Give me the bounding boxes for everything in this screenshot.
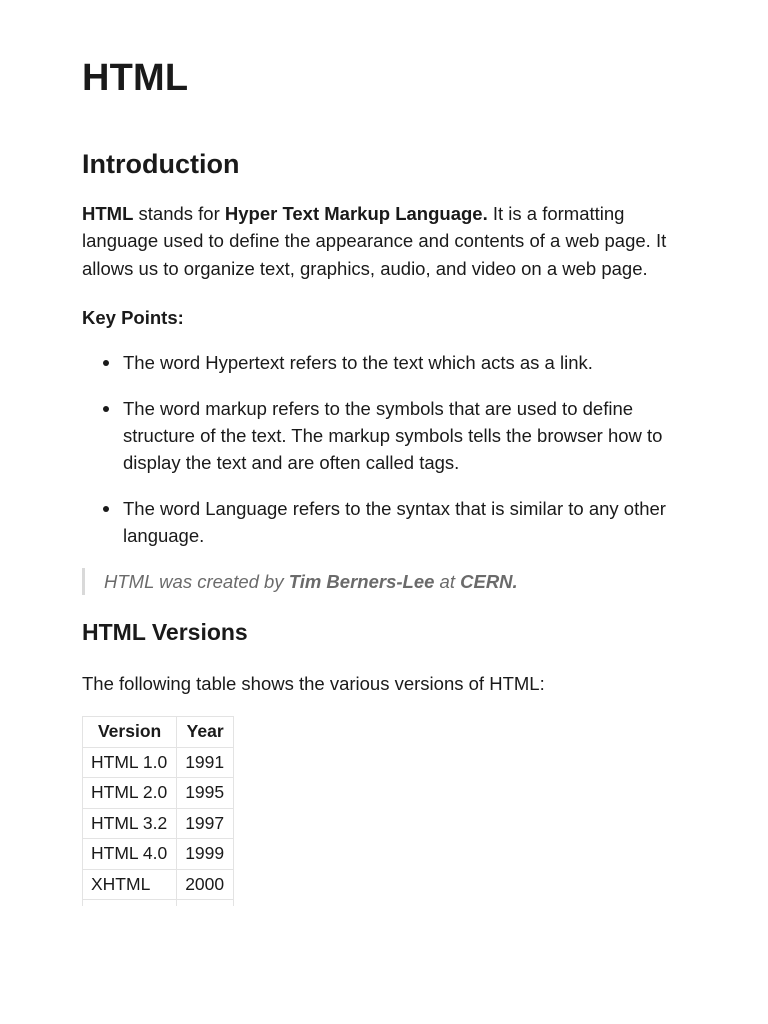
quote-bold-person: Tim Berners-Lee: [288, 571, 435, 593]
cell-version: HTML 1.0: [83, 747, 177, 778]
introduction-paragraph: [82, 200, 684, 282]
list-item: [123, 395, 684, 477]
intro-bold-html: HTML: [82, 203, 134, 224]
column-header-year: Year: [177, 717, 234, 748]
intro-bold-full-name: Hyper Text Markup Language.: [224, 203, 488, 224]
cell-version: HTML 4.0: [83, 839, 177, 870]
cell-year: 2000: [177, 869, 234, 900]
bullet-icon: [103, 360, 109, 366]
cell-year: 1995: [177, 778, 234, 809]
quote-text-1: HTML was created by: [104, 571, 289, 593]
table-row: [83, 808, 234, 839]
introduction-heading: Introduction: [82, 149, 240, 179]
cell-year: 1999: [177, 839, 234, 870]
list-item: [123, 349, 684, 376]
cell-year: 1991: [177, 747, 234, 778]
cell-empty: [177, 900, 234, 907]
column-header-version: Version: [83, 717, 177, 748]
bullet-icon: [103, 406, 109, 412]
table-row-cut-off: [83, 900, 234, 907]
list-item-text: The word markup refers to the symbols that are used to define structure of the text. The markup symbols tells the browser how to display the text and are often called tags.: [123, 397, 663, 474]
cell-version: HTML 2.0: [83, 778, 177, 809]
cell-version: HTML 3.2: [83, 808, 177, 839]
quote-bold-org: CERN.: [460, 571, 518, 593]
cell-empty: [83, 900, 177, 907]
table-header-row: [83, 717, 234, 748]
list-item: [123, 495, 684, 550]
table-row: [83, 839, 234, 870]
versions-table: [82, 716, 234, 906]
table-row: [83, 778, 234, 809]
versions-intro: The following table shows the various versions of HTML:: [82, 673, 545, 695]
quote-block: [82, 568, 684, 595]
key-points-label: Key Points:: [82, 306, 184, 328]
list-item-text: The word Hypertext refers to the text which acts as a link.: [123, 351, 593, 373]
list-item-text: The word Language refers to the syntax that is similar to any other language.: [123, 498, 666, 547]
table-row: [83, 747, 234, 778]
cell-version: XHTML: [83, 869, 177, 900]
page-title: HTML: [82, 57, 189, 99]
table-row: [83, 869, 234, 900]
intro-text-2: It is a formatting language used to define the appearance and contents of a web page. It allows us to organize text, graphics, audio, and video on a web page.: [82, 203, 667, 279]
versions-heading: HTML Versions: [82, 619, 248, 646]
cell-year: 1997: [177, 808, 234, 839]
intro-text-1: stands for: [133, 203, 225, 224]
quote-text-2: at: [434, 571, 461, 593]
bullet-icon: [103, 506, 109, 512]
key-points-list: [82, 349, 684, 550]
